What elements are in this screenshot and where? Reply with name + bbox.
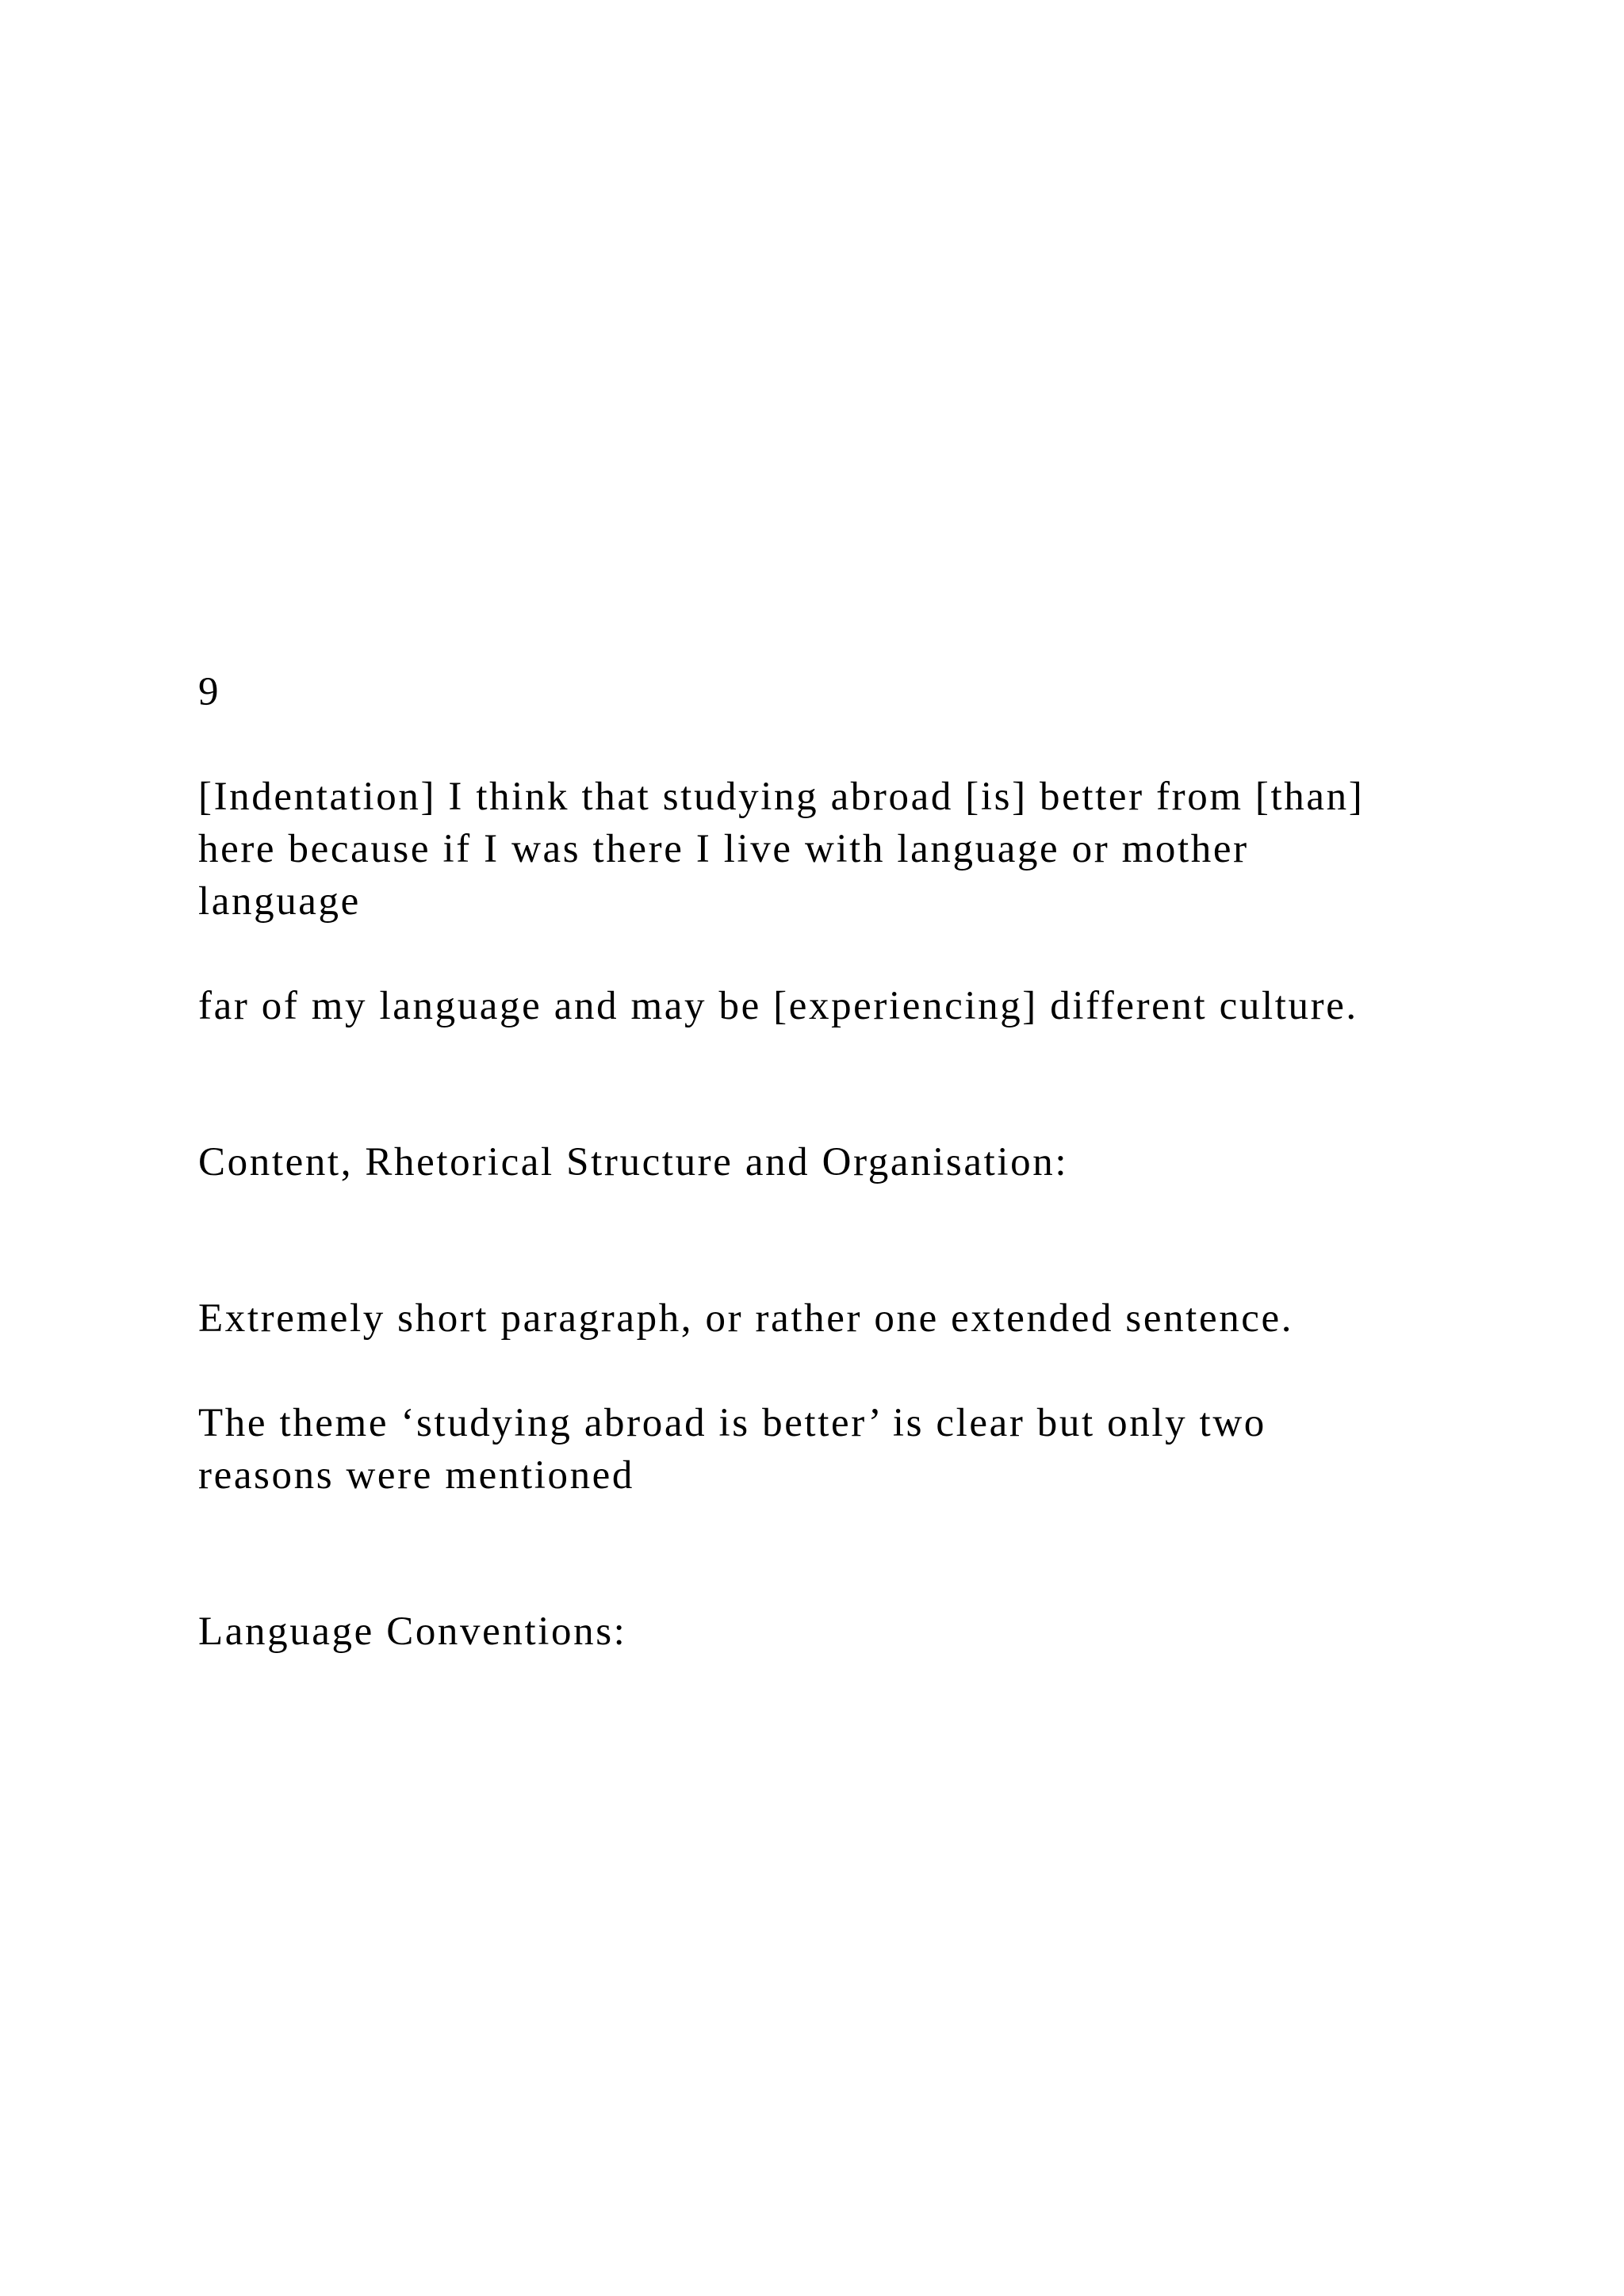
feedback-line: The theme ‘studying abroad is better’ is clear but only two [198,1401,1266,1445]
section-heading-language: Language Conventions: [198,1609,627,1654]
essay-line: here because if I was there I live with language or mother [198,827,1249,871]
essay-line: [Indentation] I think that studying abroad [is] better from [than] [198,775,1365,819]
feedback-line: reasons were mentioned [198,1453,635,1498]
section-heading-content: Content, Rhetorical Structure and Organisation: [198,1140,1069,1184]
essay-line: language [198,879,361,924]
feedback-line: Extremely short paragraph, or rather one extended sentence. [198,1296,1294,1341]
essay-line: far of my language and may be [experiencing] different culture. [198,984,1358,1028]
page-number: 9 [198,670,221,714]
